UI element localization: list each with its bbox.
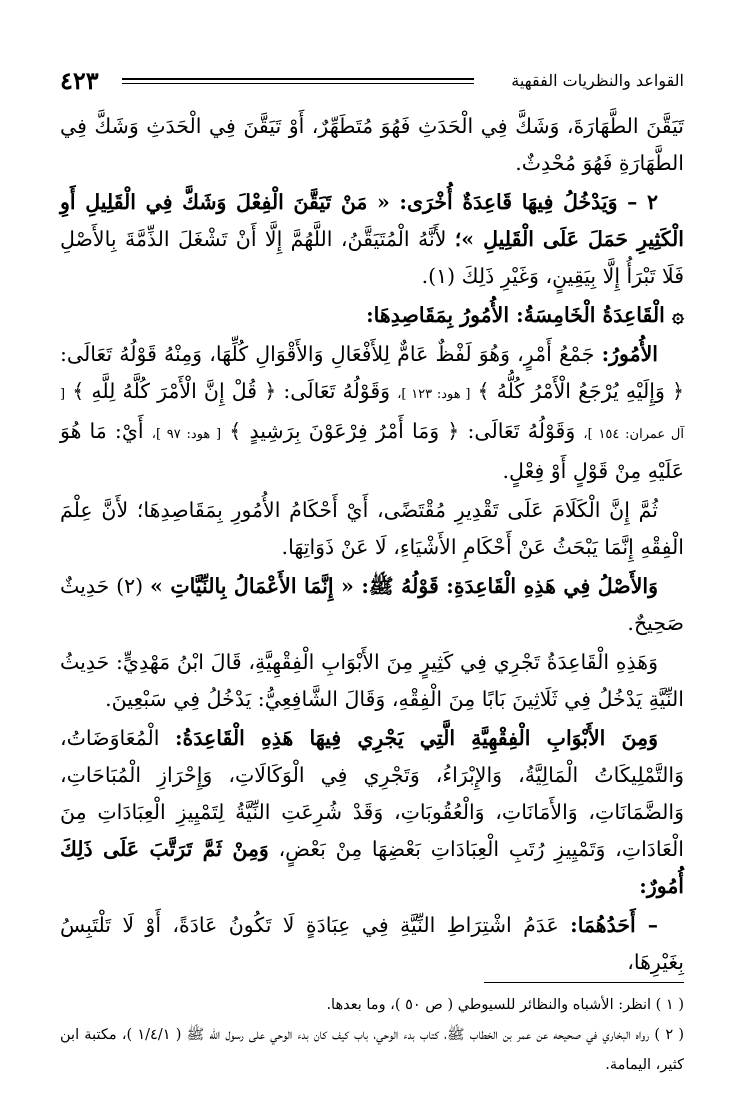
verse-reference: [ آل عمران: ١٥٤ ]، bbox=[60, 387, 684, 442]
bold-text: ٢ – وَيَدْخُلُ فِيهَا قَاعِدَةٌ أُخْرَى: « مَنْ تَيَقَّنَ الْفِعْلَ وَشَكَّ فِي الْقَلِيلِ أَوِ الْكَثِيرِ حَمَلَ عَلَى الْقَلِيلِ »؛ bbox=[60, 190, 684, 251]
paragraph-first: – أَحَدُهُمَا: عَدَمُ اشْتِرَاطِ النِّيَّةِ فِي عِبَادَةٍ لَا تَكُونُ عَادَةً، أَوْ لَا تَلْتَبِسُ بِغَيْرِهَا، bbox=[60, 913, 684, 974]
section-heading: ۞ الْقَاعِدَةُ الْخَامِسَةُ: الأُمُورُ بِمَقَاصِدِهَا: bbox=[366, 303, 684, 327]
bold-text: وَالأَصْلُ فِي هَذِهِ الْقَاعِدَةِ: قَوْلُهُ ﷺ: « إِنَّمَا الأَعْمَالُ بِالنِّيَّاتِ » bbox=[150, 574, 658, 598]
footnote: ( ١ ) انظر: الأشباه والنظائر للسيوطي ( ص ٥٠ )، وما بعدها. bbox=[326, 997, 684, 1013]
page-header bbox=[60, 66, 684, 96]
footnote-rule bbox=[484, 982, 684, 983]
page-number: ٤٢٣ bbox=[60, 66, 99, 95]
bold-text: وَمِنْ ثَمَّ تَرَتَّبَ عَلَى ذَلِكَ أُمُورٌ: bbox=[60, 837, 684, 898]
bold-text: وَمِنَ الأَبْوَابِ الْفِقْهِيَّةِ الَّتِي يَجْرِي فِيهَا هَذِهِ الْقَاعِدَةُ: bbox=[174, 726, 658, 750]
paragraph-basis: وَالأَصْلُ فِي هَذِهِ الْقَاعِدَةِ: قَوْلُهُ ﷺ: « إِنَّمَا الأَعْمَالُ بِالنِّيَّاتِ » (٢) حَدِيثٌ صَحِيحٌ. bbox=[60, 574, 684, 635]
paragraph: تَيَقَّنَ الطَّهَارَةَ، وَشَكَّ فِي الْحَدَثِ فَهُوَ مُتَطَهِّرٌ، أَوْ تَيَقَّنَ فِي الْحَدَثِ وَشَكَّ فِي الطَّهَارَةِ فَهُوَ مُحْدِثٌ. bbox=[60, 114, 684, 175]
paragraph-definition: الأُمُورُ: جَمْعُ أَمْرٍ، وَهُوَ لَفْظٌ عَامٌّ لِلأَفْعَالِ وَالأَقْوَالِ كُلِّهَا، وَمِنْهُ قَوْلُهُ تَعَالَى: ﴿ وَإِلَيْهِ يُرْجَعُ الْأَمْرُ كُلُّهُ ﴾ [ هود: ١٢٣ ]، وَقَوْلُهُ تَعَالَى: ﴿ قُلْ إِنَّ الْأَمْرَ كُلَّهُ لِلَّهِ ﴾ [ آل عمران: ١٥٤ ]، وَقَوْلُهُ تَعَالَى: ﴿ وَمَا أَمْرُ فِرْعَوْنَ بِرَشِيدٍ ﴾ [ هود: ٩٧ ]، أَيْ: مَا هُوَ عَلَيْهِ مِنْ قَوْلٍ أَوْ فِعْلٍ. bbox=[60, 342, 684, 483]
paragraph: وَهَذِهِ الْقَاعِدَةُ تَجْرِي فِي كَثِيرٍ مِنَ الأَبْوَابِ الْفِقْهِيَّةِ، قَالَ ابْنُ مَهْدِيٍّ: حَدِيثُ النِّيَّةِ يَدْخُلُ فِي ثَلَاثِينَ بَابًا مِنَ الْفِقْهِ، وَقَالَ الشَّافِعِيُّ: يَدْخُلُ فِي سَبْعِينَ. bbox=[60, 650, 684, 711]
paragraph-chapters: وَمِنَ الأَبْوَابِ الْفِقْهِيَّةِ الَّتِي يَجْرِي فِيهَا هَذِهِ الْقَاعِدَةُ: الْمُعَاوَضَاتُ، وَالتَّمْلِيكَاتُ الْمَالِيَّةُ، وَالإِبْرَاءُ، وَتَجْرِي فِي الْوَكَالَاتِ، وَإِحْرَازِ الْمُبَاحَاتِ، وَالضَّمَانَاتِ، وَالأَمَانَاتِ، وَالْعُقُوبَاتِ، وَقَدْ شُرِعَتِ النِّيَّةُ لِتَمْيِيزِ الْعِبَادَاتِ مِنَ الْعَادَاتِ، وَتَمْيِيزِ رُتَبِ الْعِبَادَاتِ بَعْضِهَا مِنْ بَعْضٍ، وَمِنْ ثَمَّ تَرَتَّبَ عَلَى ذَلِكَ أُمُورٌ: bbox=[60, 726, 684, 898]
verse-reference: [ هود: ٩٧ ]، bbox=[151, 427, 222, 442]
verse-reference: [ هود: ١٢٣ ]، bbox=[397, 387, 471, 402]
main-text bbox=[60, 108, 684, 983]
running-title: القواعد والنظريات الفقهية bbox=[511, 71, 684, 90]
footnote: ( ٢ ) رواه البخاري في صحيحه عن عمر بن الخطاب ﷺ، كتاب بدء الوحي، باب كيف كان بدء الوحي على رسول الله ﷺ ( ١/٤/١ )، مكتبة ابن كثير، اليمامة. bbox=[60, 1027, 684, 1073]
footnotes bbox=[60, 990, 684, 1080]
bold-text: الأُمُورُ: bbox=[601, 342, 658, 366]
bold-text: – أَحَدُهُمَا: bbox=[570, 913, 658, 937]
paragraph: ثُمَّ إِنَّ الْكَلَامَ عَلَى تَقْدِيرِ مُقْتَضًى، أَيْ أَحْكَامُ الأُمُورِ بِمَقَاصِدِهَا؛ لأَنَّ عِلْمَ الْفِقْهِ إِنَّمَا يَبْحَثُ عَنْ أَحْكَامِ الأَشْيَاءِ، لَا عَنْ ذَوَاتِهَا. bbox=[60, 498, 684, 559]
paragraph-rule-2: ٢ – وَيَدْخُلُ فِيهَا قَاعِدَةٌ أُخْرَى: « مَنْ تَيَقَّنَ الْفِعْلَ وَشَكَّ فِي الْقَلِيلِ أَوِ الْكَثِيرِ حَمَلَ عَلَى الْقَلِيلِ »؛ لأَنَّهُ الْمُتَيَقَّنُ، اللَّهُمَّ إِلَّا أَنْ تَشْغَلَ الذِّمَّةَ بِالأَصْلِ فَلَا تَبْرَأُ إِلَّا بِيَقِينٍ، وَغَيْرِ ذَلِكَ (١). bbox=[60, 190, 684, 288]
header-rule-thin bbox=[122, 83, 474, 84]
header-rule bbox=[122, 78, 474, 80]
